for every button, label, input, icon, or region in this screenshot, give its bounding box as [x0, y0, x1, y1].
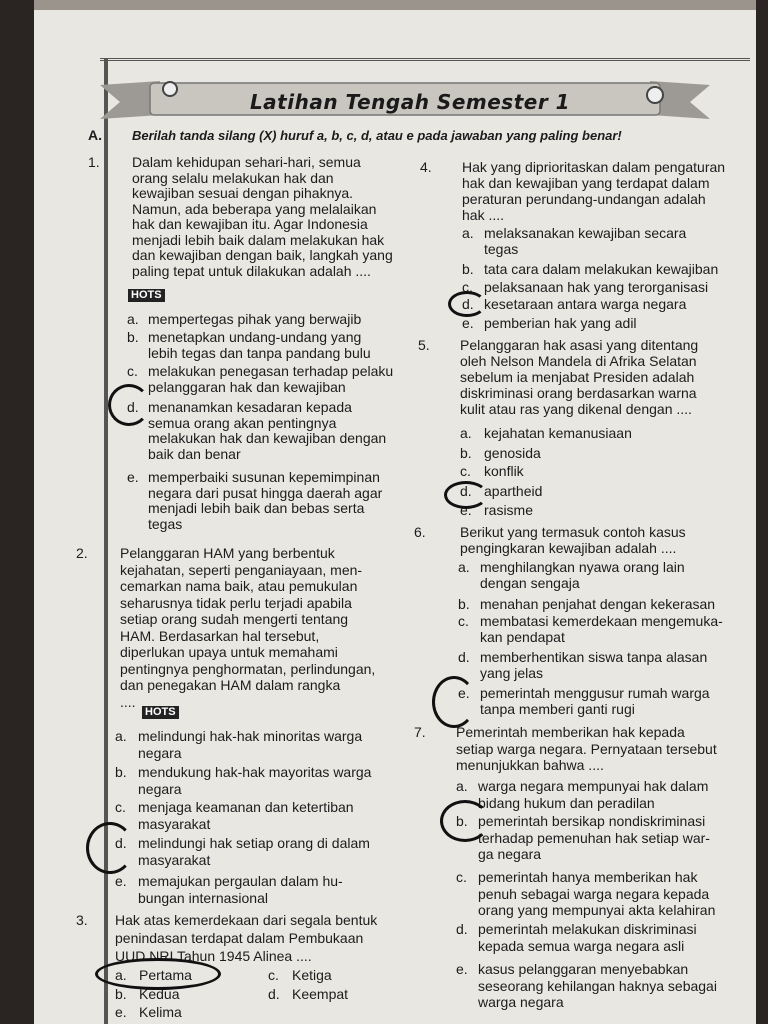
- option-text: menghilangkan nyawa orang lain: [480, 559, 685, 575]
- question-line: Pelanggaran HAM yang berbentuk: [120, 545, 335, 561]
- question-line: cemarkan nama baik, atau pemukulan: [120, 578, 358, 594]
- option-letter: b.: [115, 764, 127, 780]
- question-line: oleh Nelson Mandela di Afrika Selatan: [460, 353, 697, 369]
- answer-circle-q1: [108, 384, 150, 426]
- question-number: 7.: [414, 724, 426, 740]
- option-text: rasisme: [484, 502, 534, 518]
- option-text: Pertama: [139, 967, 192, 983]
- option-letter: a.: [115, 967, 127, 983]
- question-line: hak ....: [462, 207, 505, 223]
- option-letter: c.: [458, 613, 469, 629]
- option-text: pemerintah hanya memberikan hak: [478, 869, 698, 885]
- option-letter: c.: [127, 363, 138, 379]
- option-text: negara: [138, 744, 182, 761]
- option-letter: b.: [460, 445, 472, 461]
- option-text: tegas: [484, 241, 519, 257]
- question-line: diperlukan upaya untuk memahami: [120, 644, 338, 660]
- option-letter: c.: [460, 463, 471, 479]
- answer-circle-q7: [440, 800, 490, 842]
- option-text: konflik: [484, 463, 524, 479]
- question-number: 4.: [420, 159, 432, 175]
- option-text: pemerintah melakukan diskriminasi: [478, 921, 697, 937]
- option-letter: a.: [460, 425, 472, 441]
- option-text: apartheid: [484, 483, 543, 499]
- option-text: memberhentikan siswa tanpa alasan: [480, 649, 708, 665]
- option-text: baik dan benar: [148, 445, 241, 462]
- question-line: pengingkaran kewajiban adalah ....: [460, 540, 677, 556]
- question-line: hak dan kewajiban yang terdapat dalam: [462, 175, 710, 191]
- option-text: memajukan pergaulan dalam hu-: [138, 873, 343, 889]
- question-line: setiap orang sudah mengerti tentang: [120, 611, 349, 627]
- option-text: pemberian hak yang adil: [484, 315, 637, 331]
- option-letter: e.: [458, 685, 470, 701]
- option-text: penuh sebagai warga negara kepada: [478, 885, 710, 902]
- option-text: melindungi hak-hak minoritas warga: [138, 728, 363, 744]
- question-line: dan kewajiban dengan baik, langkah yang: [132, 247, 393, 263]
- option-text: warga negara: [478, 994, 564, 1010]
- option-text: kesetaraan antara warga negara: [484, 296, 687, 312]
- option-text: pemerintah menggusur rumah warga: [480, 685, 710, 701]
- option-text: yang jelas: [480, 665, 544, 681]
- option-text: bidang hukum dan peradilan: [478, 794, 655, 811]
- question-line: ....: [120, 693, 136, 710]
- option-text: kejahatan kemanusiaan: [484, 425, 632, 441]
- option-letter: b.: [458, 596, 470, 612]
- question-line: Pemerintah memberikan hak kepada: [456, 724, 685, 740]
- question-line: menjadi lebih baik dalam melakukan hak: [132, 231, 385, 248]
- question-line: paling tepat untuk dilakukan adalah ....: [132, 262, 371, 279]
- option-text: melaksanakan kewajiban secara: [484, 225, 687, 241]
- option-text: tata cara dalam melakukan kewajiban: [484, 261, 719, 277]
- page-top-shadow: [34, 0, 756, 10]
- option-text: negara dari pusat hingga daerah agar: [148, 484, 383, 501]
- section-instruction: Berilah tanda silang (X) huruf a, b, c, d, atau e pada jawaban yang paling benar!: [132, 128, 622, 143]
- option-text: Keempat: [292, 986, 349, 1002]
- option-text: memperbaiki susunan kepemimpinan: [148, 469, 380, 485]
- option-letter: e.: [456, 961, 468, 977]
- option-text: seseorang kehilangan haknya sebagai: [478, 977, 717, 994]
- option-text: Kedua: [139, 986, 180, 1002]
- question-line: dan penegakan HAM dalam rangka: [120, 677, 341, 693]
- option-letter: b.: [127, 329, 139, 345]
- question-number: 1.: [88, 154, 100, 170]
- option-text: Ketiga: [292, 967, 332, 983]
- option-letter: b.: [456, 813, 468, 829]
- question-number: 2.: [76, 545, 88, 561]
- option-text: melindungi hak setiap orang di dalam: [138, 835, 370, 851]
- option-letter: a.: [115, 728, 127, 744]
- option-text: menanamkan kesadaran kepada: [148, 399, 352, 415]
- answer-circle-q2: [86, 822, 134, 874]
- question-line: sebelum ia menjabat Presiden adalah: [460, 369, 695, 385]
- option-letter: c.: [456, 869, 467, 885]
- option-text: terhadap pemenuhan hak setiap war-: [478, 829, 710, 846]
- hots-badge: HOTS: [142, 706, 179, 719]
- question-line: peraturan perundang-undangan adalah: [462, 191, 706, 207]
- option-text: Kelima: [139, 1004, 182, 1020]
- question-line: hak dan kewajiban itu. Agar Indonesia: [132, 216, 368, 232]
- option-letter: a.: [462, 225, 474, 241]
- option-text: melakukan penegasan terhadap pelaku: [148, 363, 394, 379]
- option-letter: d.: [462, 296, 474, 312]
- option-text: menahan penjahat dengan kekerasan: [480, 596, 716, 612]
- page-title: Latihan Tengah Semester 1: [249, 90, 571, 114]
- option-text: tegas: [148, 515, 183, 532]
- option-text: pelanggaran hak dan kewajiban: [148, 378, 346, 395]
- question-line: Dalam kehidupan sehari-hari, semua: [132, 154, 361, 170]
- option-letter: c.: [268, 967, 279, 983]
- option-text: menetapkan undang-undang yang: [148, 329, 362, 345]
- question-line: kulit atau ras yang dikenal dengan ....: [460, 401, 692, 417]
- option-letter: e.: [127, 469, 139, 485]
- question-line: HAM. Berdasarkan hal tersebut,: [120, 627, 320, 644]
- option-letter: d.: [115, 835, 127, 851]
- option-text: pemerintah bersikap nondiskriminasi: [478, 813, 706, 829]
- option-text: semua orang akan pentingnya: [148, 414, 337, 431]
- question-line: Hak yang diprioritaskan dalam pengaturan: [462, 159, 726, 175]
- option-text: lebih tegas dan tanpa pandang bulu: [148, 344, 371, 361]
- option-text: kan pendapat: [480, 629, 565, 645]
- section-letter: A.: [88, 127, 102, 143]
- question-line: menunjukkan bahwa ....: [456, 757, 604, 773]
- option-letter: d.: [460, 483, 472, 499]
- option-text: pelaksanaan hak yang terorganisasi: [484, 279, 709, 295]
- option-text: masyarakat: [138, 851, 211, 868]
- option-text: dengan sengaja: [480, 575, 580, 591]
- option-letter: d.: [268, 986, 280, 1002]
- answer-circle-q4: [448, 291, 486, 317]
- question-number: 6.: [414, 524, 426, 540]
- option-text: negara: [138, 780, 182, 797]
- question-line: Pelanggaran hak asasi yang ditentang: [460, 337, 699, 353]
- option-text: genosida: [484, 445, 541, 461]
- question-line: kewajiban sesuai dengan pihaknya.: [132, 185, 354, 201]
- answer-circle-q5: [444, 481, 488, 509]
- question-number: 5.: [418, 337, 430, 353]
- option-letter: e.: [115, 873, 127, 889]
- question-line: orang selalu melakukan hak dan: [132, 169, 334, 186]
- option-letter: c.: [115, 799, 126, 815]
- option-text: bungan internasional: [138, 889, 268, 906]
- option-text: melakukan hak dan kewajiban dengan: [148, 430, 387, 446]
- left-border: [104, 58, 108, 1024]
- question-line: Namun, ada beberapa yang melalaikan: [132, 200, 377, 217]
- option-letter: b.: [462, 261, 474, 277]
- question-line: penindasan terdapat dalam Pembukaan: [115, 930, 364, 946]
- answer-circle-q6: [432, 676, 476, 728]
- question-line: diskriminasi orang berdasarkan warna: [460, 385, 697, 401]
- option-letter: e.: [460, 502, 472, 518]
- option-text: kasus pelanggaran menyebabkan: [478, 961, 689, 977]
- option-letter: a.: [456, 778, 468, 794]
- option-text: tanpa memberi ganti rugi: [480, 701, 635, 717]
- option-text: menjaga keamanan dan ketertiban: [138, 799, 354, 815]
- answer-circle-q3: [95, 958, 221, 990]
- hots-badge: HOTS: [128, 289, 165, 302]
- question-line: UUD NRI Tahun 1945 Alinea ....: [115, 948, 312, 964]
- option-text: membatasi kemerdekaan mengemuka-: [480, 613, 723, 629]
- option-text: ga negara: [478, 846, 542, 862]
- option-text: kepada semua warga negara asli: [478, 937, 685, 954]
- option-letter: b.: [115, 986, 127, 1002]
- option-letter: d.: [127, 399, 139, 415]
- option-text: mendukung hak-hak mayoritas warga: [138, 764, 372, 780]
- option-letter: a.: [127, 311, 139, 327]
- question-line: kejahatan, seperti penganiayaan, men-: [120, 561, 363, 578]
- option-letter: e.: [115, 1004, 127, 1020]
- option-letter: d.: [458, 649, 470, 665]
- question-line: setiap warga negara. Pernyataan tersebut: [456, 740, 717, 757]
- question-number: 3.: [76, 912, 88, 928]
- question-line: Hak atas kemerdekaan dari segala bentuk: [115, 912, 378, 928]
- option-text: warga negara mempunyai hak dalam: [478, 778, 709, 794]
- question-line: Berikut yang termasuk contoh kasus: [460, 524, 686, 540]
- option-text: masyarakat: [138, 815, 211, 832]
- option-letter: d.: [456, 921, 468, 937]
- option-letter: a.: [458, 559, 470, 575]
- option-letter: e.: [462, 315, 474, 331]
- option-text: menjadi lebih baik dan bebas serta: [148, 500, 365, 516]
- top-border: [100, 58, 750, 67]
- option-text: orang yang mempunyai akta kelahiran: [478, 902, 716, 918]
- option-letter: c.: [462, 279, 473, 295]
- option-text: mempertegas pihak yang berwajib: [148, 311, 362, 327]
- question-line: pentingnya penghormatan, perlindungan,: [120, 660, 376, 677]
- question-line: seharusnya tidak perlu terjadi apabila: [120, 594, 352, 611]
